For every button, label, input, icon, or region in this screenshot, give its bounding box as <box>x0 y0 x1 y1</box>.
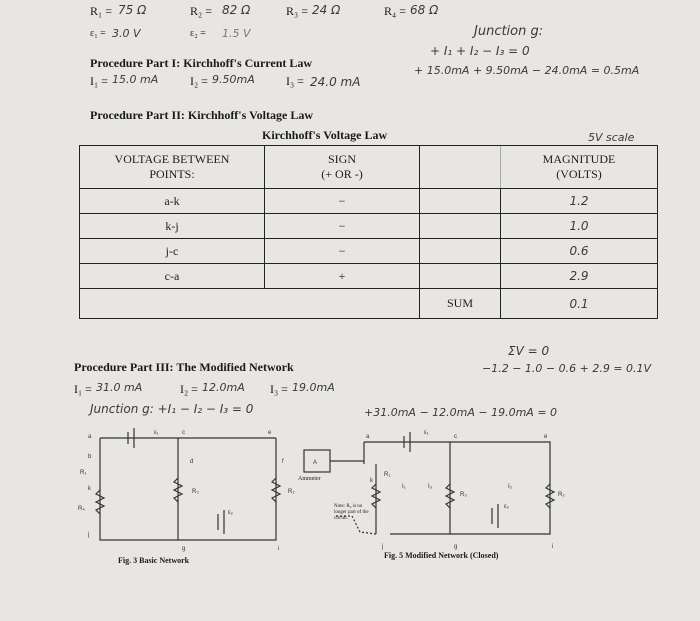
svg-text:R₁: R₁ <box>80 470 87 476</box>
sigma-equation: ΣV = 0 <box>508 344 550 358</box>
svg-text:k: k <box>88 486 91 492</box>
r1-label: R₁ = <box>90 4 112 18</box>
svg-text:c: c <box>182 430 185 436</box>
points-cell: a-k <box>80 189 265 214</box>
svg-text:i: i <box>278 546 280 552</box>
part3-i3-label: I₃ = <box>270 382 288 396</box>
points-cell: j-c <box>80 239 265 264</box>
kvl-row <box>80 214 658 239</box>
svg-text:a: a <box>88 434 92 440</box>
svg-text:I₂: I₂ <box>508 484 512 490</box>
svg-text:ε₂: ε₂ <box>504 504 510 510</box>
fig5-caption: Fig. 5 Modified Network (Closed) <box>384 551 499 560</box>
basic-network-diagram <box>78 418 298 558</box>
scale-note: 5V scale <box>588 131 635 144</box>
kvl-row <box>80 264 658 289</box>
svg-text:j: j <box>382 544 384 550</box>
empty-cell <box>420 214 501 239</box>
e1-value: 3.0 V <box>112 27 141 40</box>
svg-text:R₃: R₃ <box>192 489 199 495</box>
r1-value: 75 Ω <box>118 3 147 17</box>
fig3-caption: Fig. 3 Basic Network <box>118 556 190 565</box>
svg-text:R₂: R₂ <box>558 492 565 498</box>
svg-text:I₃: I₃ <box>428 484 433 490</box>
svg-text:e: e <box>544 434 548 440</box>
svg-text:d: d <box>190 459 194 465</box>
svg-text:g: g <box>182 546 186 552</box>
svg-text:j: j <box>88 532 90 538</box>
part3-heading: Procedure Part III: The Modified Network <box>74 360 294 374</box>
empty-cell <box>420 239 501 264</box>
kvl-table <box>79 145 658 319</box>
sigma-substitution: −1.2 − 1.0 − 0.6 + 2.9 = 0.1V <box>482 362 652 375</box>
part3-i2-label: I₂ = <box>180 382 198 396</box>
col-empty-header <box>420 146 501 189</box>
svg-text:R₃: R₃ <box>460 492 467 498</box>
kvl-sum-row <box>80 289 658 319</box>
modified-network-diagram <box>300 424 570 554</box>
svg-text:I₁: I₁ <box>402 484 406 490</box>
svg-text:g: g <box>454 544 458 550</box>
part3-i1-value: 31.0 mA <box>96 381 143 394</box>
r2-label: R₂ = <box>190 4 212 18</box>
points-cell: c-a <box>80 264 265 289</box>
part1-heading: Procedure Part I: Kirchhoff's Current Law <box>90 56 313 70</box>
part3-i2-value: 12.0mA <box>202 381 245 394</box>
svg-text:ε₂: ε₂ <box>228 510 234 516</box>
part1-i1-label: I₁ = <box>90 74 108 88</box>
sign-cell: − <box>265 239 420 264</box>
kvl-table-title: Kirchhoff's Voltage Law <box>262 128 388 142</box>
r4-value: 68 Ω <box>410 3 439 17</box>
part3-i1-label: I₁ = <box>74 382 92 396</box>
part3-i3-value: 19.0mA <box>292 381 335 394</box>
empty-cell <box>420 189 501 214</box>
svg-text:ε₁: ε₁ <box>154 430 159 436</box>
svg-text:f: f <box>282 459 284 465</box>
part3-junction-equation: Junction g: +I₁ − I₂ − I₃ = 0 <box>90 402 254 416</box>
points-cell: k-j <box>80 214 265 239</box>
kvl-row <box>80 189 658 214</box>
part1-i2-value: 9.50mA <box>212 73 255 86</box>
svg-text:c: c <box>454 434 457 440</box>
svg-text:a: a <box>366 434 370 440</box>
magnitude-cell: 2.9 <box>501 264 658 289</box>
part3-junction-substitution: +31.0mA − 12.0mA − 19.0mA = 0 <box>364 406 558 419</box>
part2-heading: Procedure Part II: Kirchhoff's Voltage Law <box>90 108 313 122</box>
ammeter-label: Ammeter <box>298 476 321 482</box>
r2-value: 82 Ω <box>222 3 251 17</box>
svg-text:R₄: R₄ <box>78 506 85 512</box>
col-voltage-header: VOLTAGE BETWEEN POINTS: <box>80 146 265 189</box>
part1-i3-value: 24.0 mA <box>310 75 361 89</box>
svg-text:k: k <box>370 478 373 484</box>
svg-text:R₁: R₁ <box>384 472 391 478</box>
junction-g-title: Junction g: <box>474 24 544 39</box>
svg-text:A: A <box>313 460 318 466</box>
junction-g-substitution: + 15.0mA + 9.50mA − 24.0mA = 0.5mA <box>414 64 640 77</box>
svg-text:b: b <box>88 454 92 460</box>
part1-i3-label: I₃ = <box>286 74 304 88</box>
r3-value: 24 Ω <box>312 3 341 17</box>
sign-cell: + <box>265 264 420 289</box>
col-sign-header: SIGN (+ OR -) <box>265 146 420 189</box>
svg-text:ε₁: ε₁ <box>424 430 429 436</box>
e1-label: ε₁ = <box>90 28 106 39</box>
magnitude-cell: 0.6 <box>501 239 658 264</box>
sign-cell: − <box>265 189 420 214</box>
r4-note: Note: R₄ is no longer part of the circuit. <box>334 504 369 521</box>
sum-spacer <box>80 289 420 319</box>
kvl-header-row <box>80 146 658 189</box>
svg-text:i: i <box>552 544 554 550</box>
junction-g-equation: + I₁ + I₂ − I₃ = 0 <box>430 44 530 58</box>
sign-cell: − <box>265 214 420 239</box>
kvl-row <box>80 239 658 264</box>
magnitude-cell: 1.2 <box>501 189 658 214</box>
col-mag-header: MAGNITUDE (VOLTS) <box>501 146 658 189</box>
e2-value: 1.5 V <box>222 27 251 40</box>
magnitude-cell: 1.0 <box>501 214 658 239</box>
r4-label: R₄ = <box>384 4 406 18</box>
r3-label: R₃ = <box>286 4 308 18</box>
e2-label: ε₂ = <box>190 28 206 39</box>
part1-i1-value: 15.0 mA <box>112 73 159 86</box>
sum-value: 0.1 <box>501 289 658 319</box>
part1-i2-label: I₂ = <box>190 74 208 88</box>
svg-text:e: e <box>268 430 272 436</box>
svg-text:R₂: R₂ <box>288 489 295 495</box>
empty-cell <box>420 264 501 289</box>
sum-label: SUM <box>420 289 501 319</box>
